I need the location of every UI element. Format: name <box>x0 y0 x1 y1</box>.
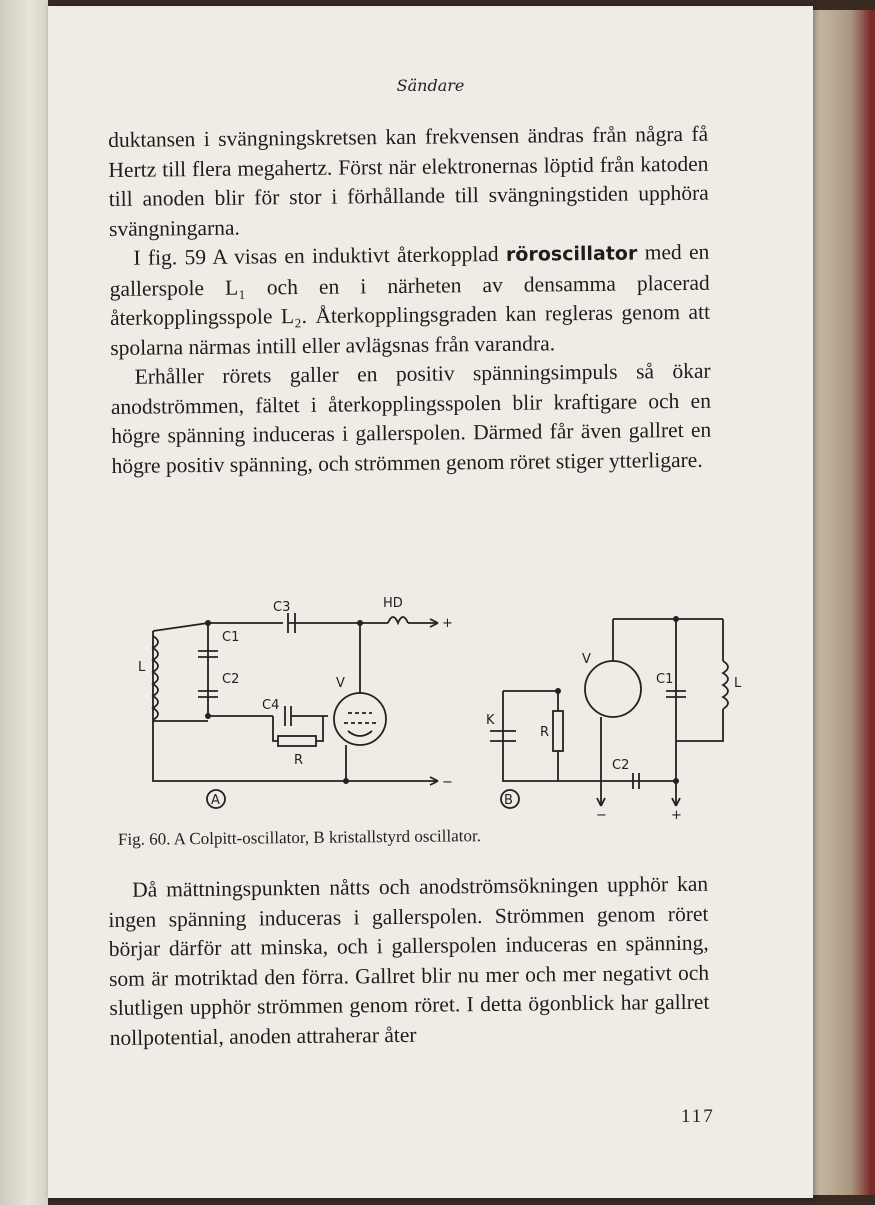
paragraph-1: duktansen i svängningskretsen kan frekvensen ändras från några få Hertz till flera megahertz. Först när elektronernas löptid från katoden till anoden blir för stor i förhållande till svängningstiden upphöra svängningarna. <box>108 121 709 241</box>
junction-b3 <box>673 778 679 784</box>
junction-a2 <box>205 713 211 719</box>
label-c3-a: C3 <box>273 600 291 615</box>
junction-b1 <box>555 688 561 694</box>
resistor-r-b <box>553 711 563 751</box>
wire-bottom-a <box>153 721 438 781</box>
capacitor-c4-a <box>285 706 291 726</box>
tube-electrodes-a <box>344 713 376 723</box>
wire-l-bottom-b <box>676 709 723 741</box>
tube-cathode-a <box>348 731 372 736</box>
choke-hd-a <box>388 617 408 623</box>
label-l-b: L <box>734 676 742 691</box>
paragraph-3: Erhåller rörets galler en positiv spänningsimpuls så ökar anodströmmen, fältet i återkopplingsspolen blir kraftigare och en högre spänning induceras i gallerspolen. Därmed får även gallret en högre positiv spänning, och strömmen genom röret stiger ytterligare. <box>110 358 712 478</box>
label-plus-b: + <box>671 808 682 823</box>
body-text-top <box>108 120 712 481</box>
label-c1-a: C1 <box>222 630 240 645</box>
figure-caption: Fig. 60. A Colpitt-oscillator, B kristallstyrd oscillator. <box>117 826 482 849</box>
label-marker-a: A <box>211 793 220 808</box>
label-minus-b: − <box>596 808 607 823</box>
label-v-a: V <box>336 676 345 691</box>
label-v-b: V <box>582 652 591 667</box>
label-c2-a: C2 <box>222 672 240 687</box>
junction-a1 <box>205 620 211 626</box>
circuit-diagrams <box>138 591 742 823</box>
resistor-r-a <box>278 736 316 746</box>
label-r-b: R <box>540 725 550 740</box>
coil-l-b <box>723 661 728 709</box>
running-header: Sändare <box>396 76 465 95</box>
paragraph-2-start: I fig. 59 A visas en induktivt återkopplad <box>133 241 507 270</box>
label-hd-a: HD <box>383 596 403 611</box>
label-c1-b: C1 <box>656 672 674 687</box>
label-marker-b: B <box>504 793 513 808</box>
term-roroscillator: röroscillator <box>505 242 638 266</box>
label-plus-a: + <box>442 616 453 631</box>
label-k-b: K <box>486 713 495 728</box>
label-c4-a: C4 <box>262 698 280 713</box>
label-c2-b: C2 <box>612 758 630 773</box>
label-l-a: L <box>138 660 146 675</box>
paragraph-2 <box>109 238 710 363</box>
book-gutter <box>0 0 48 1205</box>
body-text-bottom <box>108 870 710 1053</box>
junction-a3 <box>357 620 363 626</box>
paragraph-2-end: med en gallerspole L₁ och en i närheten av densamma placerad återkopplingsspole L₂. Återkopplingsgraden kan regleras genom att spolarna närmas intill eller avlägsnas från varandra. <box>109 239 711 360</box>
tube-v-a <box>334 693 386 745</box>
junction-b2 <box>673 616 679 622</box>
tube-v-b <box>585 661 641 717</box>
junction-a4 <box>343 778 349 784</box>
wire-top-a <box>153 623 283 631</box>
label-minus-a: − <box>442 775 453 790</box>
paragraph-4: Då mättningspunkten nåtts och anodströmsökningen upphör kan ingen spänning induceras i gallerspolen. Strömmen genom röret börjar därför att minska, och i gallerspolen induceras en spänning, som är motriktad den förra. Gallret blir nu mer och mer negativt och slutligen upphör strömmen genom röret. I detta ögonblick har gallret nollpotential, anoden attraherar åter <box>108 871 710 1050</box>
page-number: 117 <box>681 1106 715 1127</box>
book-page <box>48 6 813 1198</box>
label-r-a: R <box>294 753 304 768</box>
